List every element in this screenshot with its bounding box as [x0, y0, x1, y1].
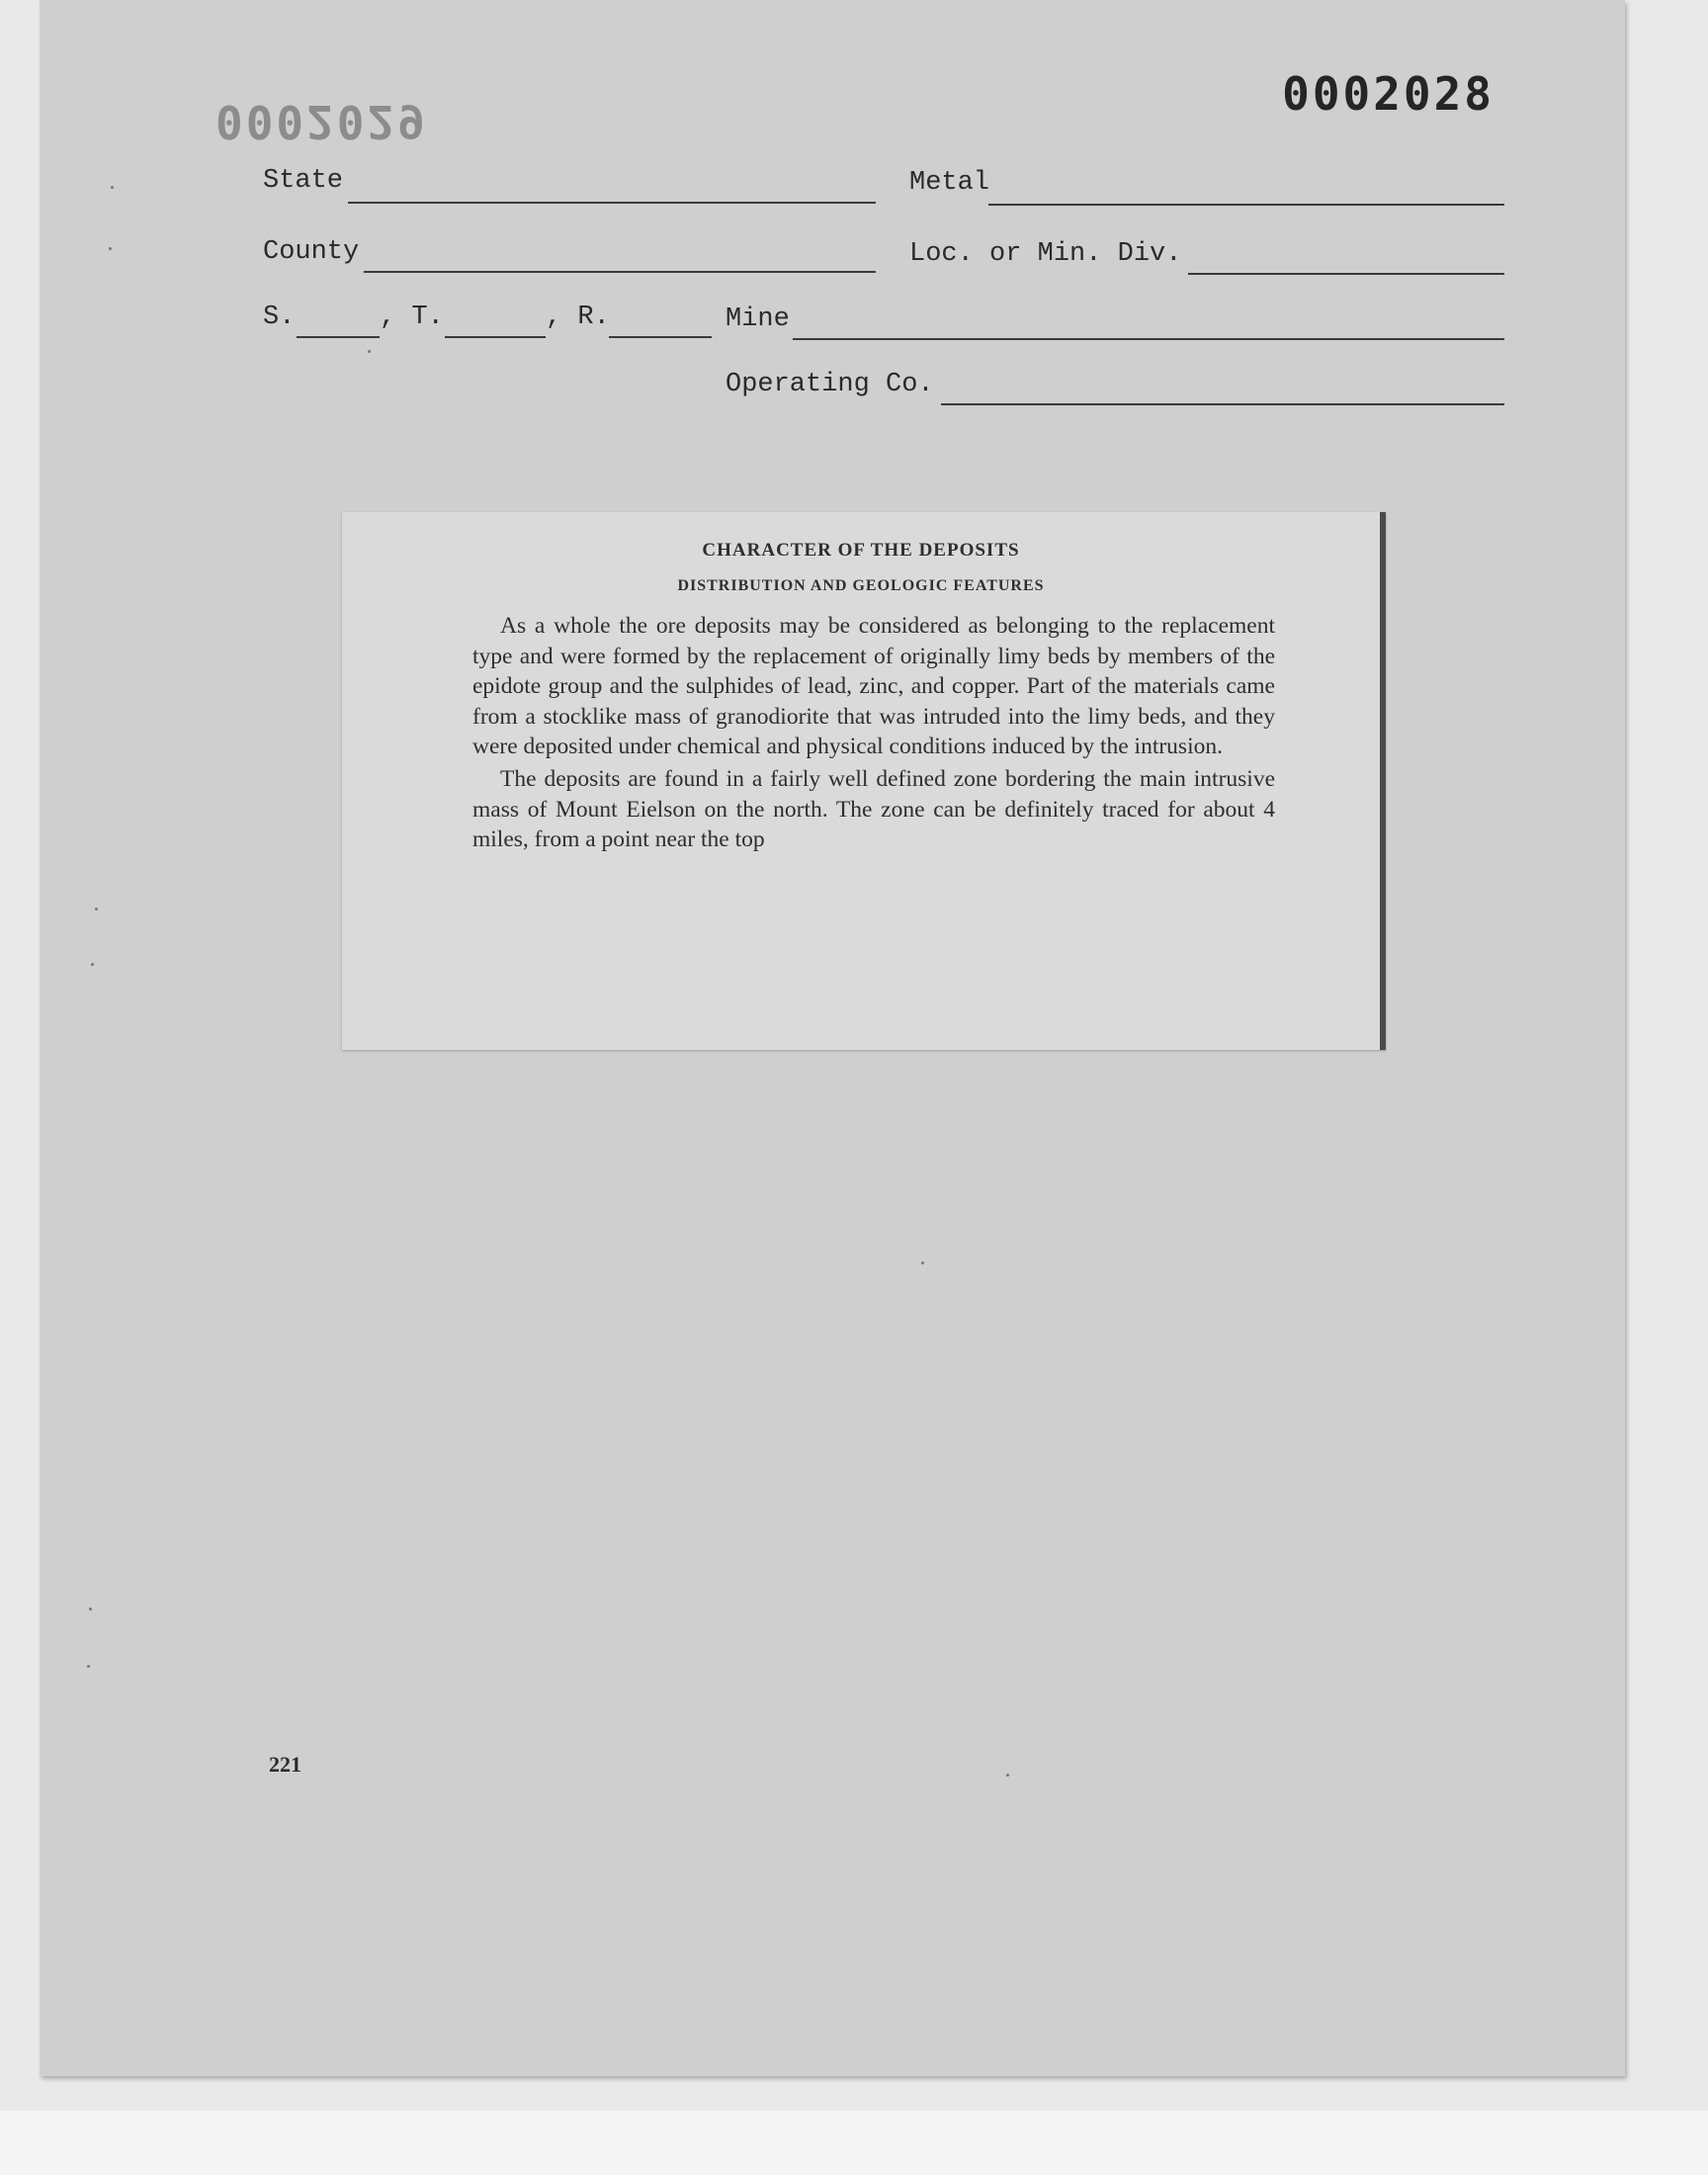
document-number-stamp: 0002028: [1282, 67, 1494, 121]
range-field[interactable]: [609, 336, 712, 338]
range-label: , R.: [546, 303, 610, 332]
operating-co-label: Operating Co.: [726, 370, 934, 399]
clipping-paragraph: As a whole the ore deposits may be considered as belonging to the replacement type and were formed by the replacement of originally limy beds by members of the epidote group and the sulphides of lead, zinc, and copper. Part of the materials came from a stocklike mass of granodiorite that was intruded into the limy beds, and they were deposited under chemical and physical conditions induced by the intrusion.: [472, 613, 1275, 760]
clipping-paragraph: The deposits are found in a fairly well defined zone bordering the main intrusive mass of Mount Eielson on the north. The zone can be definitely traced for about 4 miles, from a point near the top: [472, 765, 1275, 853]
mine-label: Mine: [726, 304, 790, 334]
scan-speck: [91, 963, 94, 966]
scan-speck: [1006, 1774, 1009, 1777]
metal-field[interactable]: [988, 204, 1504, 206]
scan-speck: [87, 1665, 90, 1668]
scan-margin: [0, 2111, 1708, 2175]
scan-speck: [111, 186, 114, 189]
pasted-text-clipping: [342, 512, 1386, 1050]
mine-field[interactable]: [793, 338, 1504, 340]
scan-speck: [921, 1262, 924, 1264]
clipping-heading: CHARACTER OF THE DEPOSITS: [702, 540, 1020, 561]
page-number: 221: [269, 1752, 301, 1777]
loc-field[interactable]: [1188, 273, 1504, 275]
county-label: County: [263, 237, 360, 267]
section-label: S.: [263, 303, 296, 332]
clipping-subheading: DISTRIBUTION AND GEOLOGIC FEATURES: [677, 577, 1045, 594]
scan-speck: [368, 350, 371, 353]
township-field[interactable]: [445, 336, 546, 338]
section-field[interactable]: [297, 336, 380, 338]
operating-co-field[interactable]: [941, 403, 1504, 405]
county-field[interactable]: [364, 271, 876, 273]
scan-speck: [95, 908, 98, 911]
loc-label: Loc. or Min. Div.: [909, 239, 1182, 269]
scan-speck: [89, 1608, 92, 1610]
scan-speck: [109, 247, 112, 250]
state-field[interactable]: [348, 202, 876, 204]
township-label: , T.: [380, 303, 444, 332]
bleed-through-stamp: 0002029: [215, 95, 428, 148]
metal-label: Metal: [909, 168, 990, 198]
clipping-body: [472, 611, 1275, 855]
state-label: State: [263, 166, 344, 196]
